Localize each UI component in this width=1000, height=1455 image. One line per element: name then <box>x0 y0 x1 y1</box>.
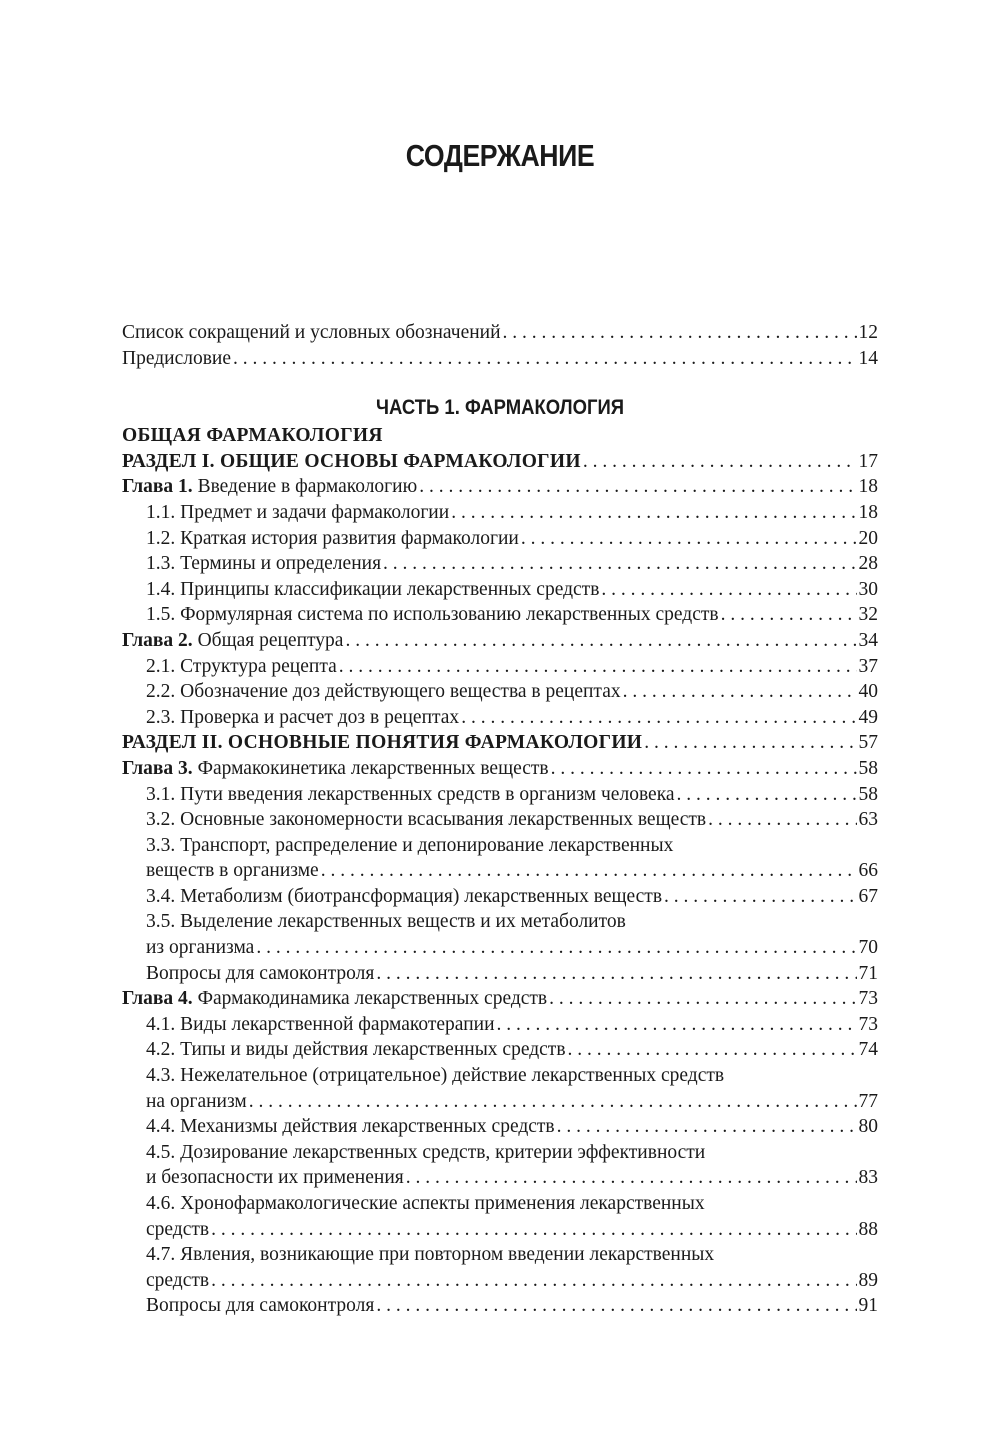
toc-page-number: 70 <box>858 937 878 959</box>
dot-leader <box>721 602 857 628</box>
chapter-label: Глава 2. <box>122 629 193 651</box>
toc-item-continuation[interactable] <box>122 935 878 961</box>
toc-entry-text: 3.1. Пути введения лекарственных средств в организм человека <box>146 783 675 805</box>
toc-item[interactable] <box>122 654 878 680</box>
toc-chapter-4[interactable] <box>122 986 878 1012</box>
toc-item-line[interactable]: 4.5. Дозирование лекарственных средств, критерии эффективности <box>146 1141 706 1163</box>
toc-item-continuation[interactable] <box>122 1089 878 1115</box>
toc-entry-text: 4.2. Типы и виды действия лекарственных средств <box>146 1039 566 1061</box>
toc-chapter-3[interactable] <box>122 756 878 782</box>
toc-page-number: 14 <box>858 347 878 369</box>
toc-page-number: 88 <box>858 1218 878 1240</box>
toc-section-text: РАЗДЕЛ II. ОСНОВНЫЕ ПОНЯТИЯ ФАРМАКОЛОГИИ <box>122 732 643 754</box>
toc-entry-text: и безопасности их применения <box>146 1167 404 1189</box>
toc-entry-text: 3.2. Основные закономерности всасывания лекарственных веществ <box>146 809 707 831</box>
toc-page-number: 74 <box>858 1039 878 1061</box>
chapter-title: Общая рецептура <box>192 629 344 651</box>
toc-item[interactable] <box>122 526 878 552</box>
toc-item[interactable] <box>122 1114 878 1140</box>
toc-entry-text: 4.4. Механизмы действия лекарственных средств <box>146 1116 555 1138</box>
toc-item[interactable] <box>122 500 878 526</box>
toc-item-line[interactable]: 4.3. Нежелательное (отрицательное) действие лекарственных средств <box>146 1065 725 1087</box>
toc-section-2[interactable] <box>122 730 878 756</box>
page-title: СОДЕРЖАНИЕ <box>405 138 595 173</box>
toc-entry-text: 2.3. Проверка и расчет доз в рецептах <box>146 706 460 728</box>
dot-leader <box>321 858 857 884</box>
dot-leader <box>601 577 856 603</box>
toc-entry-text: средств <box>146 1269 210 1291</box>
dot-leader <box>345 628 856 654</box>
dot-leader <box>557 1114 857 1140</box>
chapter-title: Введение в фармакологию <box>192 476 418 498</box>
dot-leader <box>461 705 856 731</box>
toc-item-line[interactable]: 3.3. Транспорт, распределение и депонирование лекарственных <box>146 834 674 856</box>
toc-page-number: 91 <box>858 1295 878 1317</box>
dot-leader <box>583 449 857 475</box>
toc-entry-text: 3.4. Метаболизм (биотрансформация) лекарственных веществ <box>146 885 663 907</box>
chapter-title: Фармакокинетика лекарственных веществ <box>192 757 549 779</box>
part-heading: ЧАСТЬ 1. ФАРМАКОЛОГИЯ <box>375 396 625 420</box>
dot-leader <box>406 1165 857 1191</box>
dot-leader <box>451 500 856 526</box>
toc-page-number: 34 <box>858 629 878 651</box>
toc-item[interactable] <box>122 1293 878 1319</box>
chapter-title: Фармакодинамика лекарственных средств <box>192 988 548 1010</box>
toc-entry-text: из организма <box>146 937 255 959</box>
toc-item[interactable] <box>122 1012 878 1038</box>
dot-leader <box>549 986 856 1012</box>
toc-page-number: 73 <box>858 988 878 1010</box>
toc-item[interactable] <box>122 602 878 628</box>
toc-item[interactable] <box>122 551 878 577</box>
toc-page-number: 83 <box>858 1167 878 1189</box>
dot-leader <box>568 1037 857 1063</box>
toc-page-number: 73 <box>858 1013 878 1035</box>
toc-item-continuation[interactable] <box>122 1217 878 1243</box>
dot-leader <box>211 1217 856 1243</box>
toc-entry-text: 1.3. Термины и определения <box>146 553 382 575</box>
chapter-label: Глава 4. <box>122 988 193 1010</box>
toc-item[interactable] <box>122 782 878 808</box>
toc-item[interactable] <box>122 884 878 910</box>
toc-item-line[interactable]: 4.6. Хронофармакологические аспекты применения лекарственных <box>146 1193 705 1214</box>
dot-leader <box>623 679 857 705</box>
dot-leader <box>339 654 857 680</box>
toc-page-number: 18 <box>858 501 878 523</box>
dot-leader <box>644 730 856 756</box>
toc-entry-text: Вопросы для самоконтроля <box>146 962 375 984</box>
toc-page-number: 58 <box>858 757 878 779</box>
toc-entry-text: Предисловие <box>122 347 232 369</box>
toc-item-line[interactable]: 3.5. Выделение лекарственных веществ и их метаболитов <box>146 911 626 933</box>
toc-item[interactable] <box>122 705 878 731</box>
toc-page-number: 32 <box>858 604 878 626</box>
toc-item[interactable] <box>122 577 878 603</box>
toc-page-number: 67 <box>858 885 878 907</box>
dot-leader <box>677 782 857 808</box>
toc-entry-text: веществ в организме <box>146 860 319 882</box>
dot-leader <box>211 1268 856 1294</box>
chapter-label: Глава 1. <box>122 476 193 498</box>
general-pharmacology-heading: ОБЩАЯ ФАРМАКОЛОГИЯ <box>122 425 383 447</box>
dot-leader <box>249 1089 857 1115</box>
toc-entry-text: средств <box>146 1218 210 1240</box>
toc-page-number: 40 <box>858 681 878 703</box>
toc-entry-text: 2.1. Структура рецепта <box>146 655 337 677</box>
dot-leader <box>419 474 856 500</box>
toc-chapter-2[interactable] <box>122 628 878 654</box>
toc-page-number: 58 <box>858 783 878 805</box>
toc-page-number: 89 <box>858 1269 878 1291</box>
table-of-contents <box>122 320 878 1319</box>
toc-entry-text: на организм <box>146 1090 247 1112</box>
toc-entry-abbreviations[interactable] <box>122 320 878 346</box>
chapter-label: Глава 3. <box>122 757 193 779</box>
toc-entry-text: 1.5. Формулярная система по использованию лекарственных средств <box>146 604 719 626</box>
toc-page-number: 66 <box>858 860 878 882</box>
toc-item[interactable] <box>122 679 878 705</box>
toc-page-number: 57 <box>858 732 878 754</box>
toc-page-number: 71 <box>858 962 878 984</box>
toc-entry-text: 1.1. Предмет и задачи фармакологии <box>146 501 450 523</box>
toc-page-number: 49 <box>858 706 878 728</box>
dot-leader <box>708 807 856 833</box>
toc-item-continuation[interactable] <box>122 1268 878 1294</box>
toc-item-line[interactable]: 4.7. Явления, возникающие при повторном введении лекарственных <box>146 1244 715 1266</box>
toc-entry-text: 2.2. Обозначение доз действующего вещества в рецептах <box>146 681 621 703</box>
dot-leader <box>551 756 857 782</box>
toc-entry-text: 1.4. Принципы классификации лекарственных средств <box>146 578 600 600</box>
dot-leader <box>383 551 856 577</box>
toc-page-number: 18 <box>858 476 878 498</box>
toc-page-number: 80 <box>858 1116 878 1138</box>
dot-leader <box>664 884 856 910</box>
dot-leader <box>521 526 857 552</box>
dot-leader <box>497 1012 857 1038</box>
toc-entry-text: Список сокращений и условных обозначений <box>122 322 501 343</box>
toc-page-number: 37 <box>858 655 878 677</box>
toc-entry-text: 4.1. Виды лекарственной фармакотерапии <box>146 1013 495 1035</box>
toc-item[interactable] <box>122 1037 878 1063</box>
dot-leader <box>503 320 857 346</box>
dot-leader <box>376 961 856 987</box>
toc-page-number: 30 <box>858 578 878 600</box>
toc-chapter-1[interactable] <box>122 474 878 500</box>
toc-page-number: 12 <box>858 322 878 343</box>
toc-entry-text: 1.2. Краткая история развития фармакологии <box>146 527 519 549</box>
toc-item-continuation[interactable] <box>122 1165 878 1191</box>
dot-leader <box>233 346 856 372</box>
toc-entry-preface[interactable] <box>122 346 878 372</box>
toc-page-number: 77 <box>858 1090 878 1112</box>
toc-section-1[interactable] <box>122 449 878 475</box>
toc-item[interactable] <box>122 807 878 833</box>
dot-leader <box>256 935 856 961</box>
toc-item[interactable] <box>122 961 878 987</box>
toc-section-text: РАЗДЕЛ I. ОБЩИЕ ОСНОВЫ ФАРМАКОЛОГИИ <box>122 450 581 472</box>
toc-page-number: 28 <box>858 553 878 575</box>
toc-entry-text: Вопросы для самоконтроля <box>146 1295 375 1317</box>
toc-page-number: 20 <box>858 527 878 549</box>
toc-page-number: 17 <box>858 450 878 472</box>
toc-item-continuation[interactable] <box>122 858 878 884</box>
dot-leader <box>376 1293 856 1319</box>
toc-page-number: 63 <box>858 809 878 831</box>
